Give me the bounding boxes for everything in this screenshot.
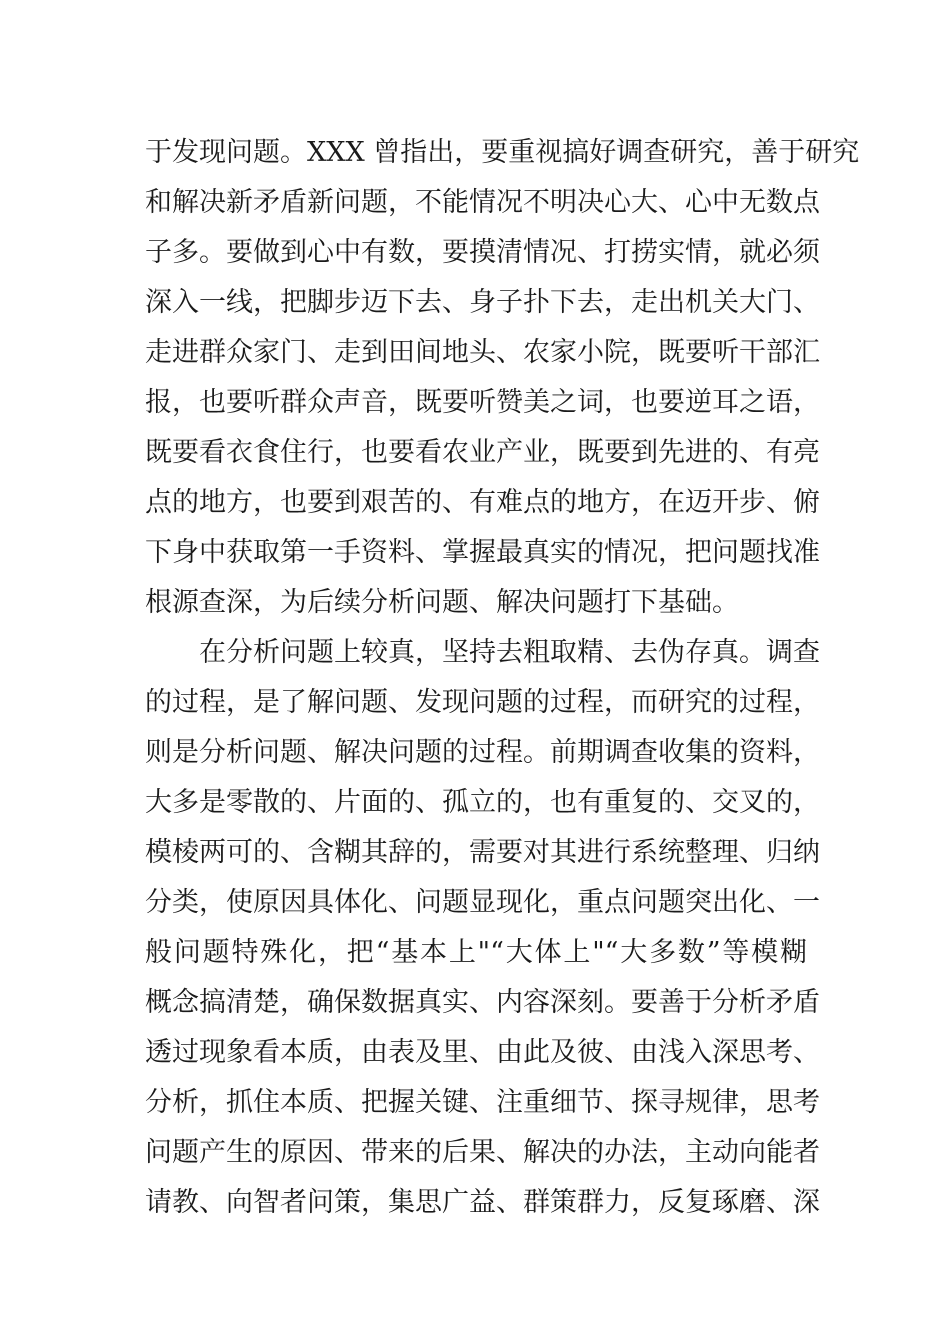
document-body (145, 128, 860, 1228)
text-line: 既要看衣食住行，也要看农业产业，既要到先进的、有亮 (145, 437, 820, 468)
text-line: 的过程，是了解问题、发现问题的过程，而研究的过程， (145, 687, 820, 718)
text-line: 大多是零散的、片面的、孤立的，也有重复的、交叉的， (145, 787, 820, 818)
text-line: 分析，抓住本质、把握关键、注重细节、探寻规律，思考 (145, 1087, 820, 1118)
text-line: 请教、向智者问策，集思广益、群策群力，反复琢磨、深 (145, 1187, 820, 1218)
text-line: 根源查深，为后续分析问题、解决问题打下基础。 (145, 587, 739, 618)
text-line: 于发现问题。XXX 曾指出，要重视搞好调查研究，善于研究 (145, 137, 860, 168)
text-line: 则是分析问题、解决问题的过程。前期调查收集的资料， (145, 737, 820, 768)
text-line: 下身中获取第一手资料、掌握最真实的情况，把问题找准 (145, 537, 820, 568)
text-line: 点的地方，也要到艰苦的、有难点的地方，在迈开步、俯 (145, 487, 820, 518)
text-line: 透过现象看本质，由表及里、由此及彼、由浅入深思考、 (145, 1037, 820, 1068)
text-line: 分类，使原因具体化、问题显现化，重点问题突出化、一 (145, 887, 820, 918)
text-line: 模棱两可的、含糊其辞的，需要对其进行系统整理、归纳 (145, 837, 820, 868)
text-line: 概念搞清楚，确保数据真实、内容深刻。要善于分析矛盾 (145, 987, 820, 1018)
paragraph-2 (145, 628, 820, 1228)
paragraph-1 (145, 128, 860, 628)
text-line: 走进群众家门、走到田间地头、农家小院，既要听干部汇 (145, 337, 820, 368)
text-line: 深入一线，把脚步迈下去、身子扑下去，走出机关大门、 (145, 287, 820, 318)
text-line: 般问题特殊化，把“基本上"“大体上"“大多数”等模糊 (145, 937, 807, 968)
text-line: 报，也要听群众声音，既要听赞美之词，也要逆耳之语， (145, 387, 820, 418)
text-line: 子多。要做到心中有数，要摸清情况、打捞实情，就必须 (145, 237, 820, 268)
text-line: 和解决新矛盾新问题，不能情况不明决心大、心中无数点 (145, 187, 820, 218)
text-line: 问题产生的原因、带来的后果、解决的办法，主动向能者 (145, 1137, 820, 1168)
text-line: 在分析问题上较真，坚持去粗取精、去伪存真。调查 (199, 637, 820, 668)
